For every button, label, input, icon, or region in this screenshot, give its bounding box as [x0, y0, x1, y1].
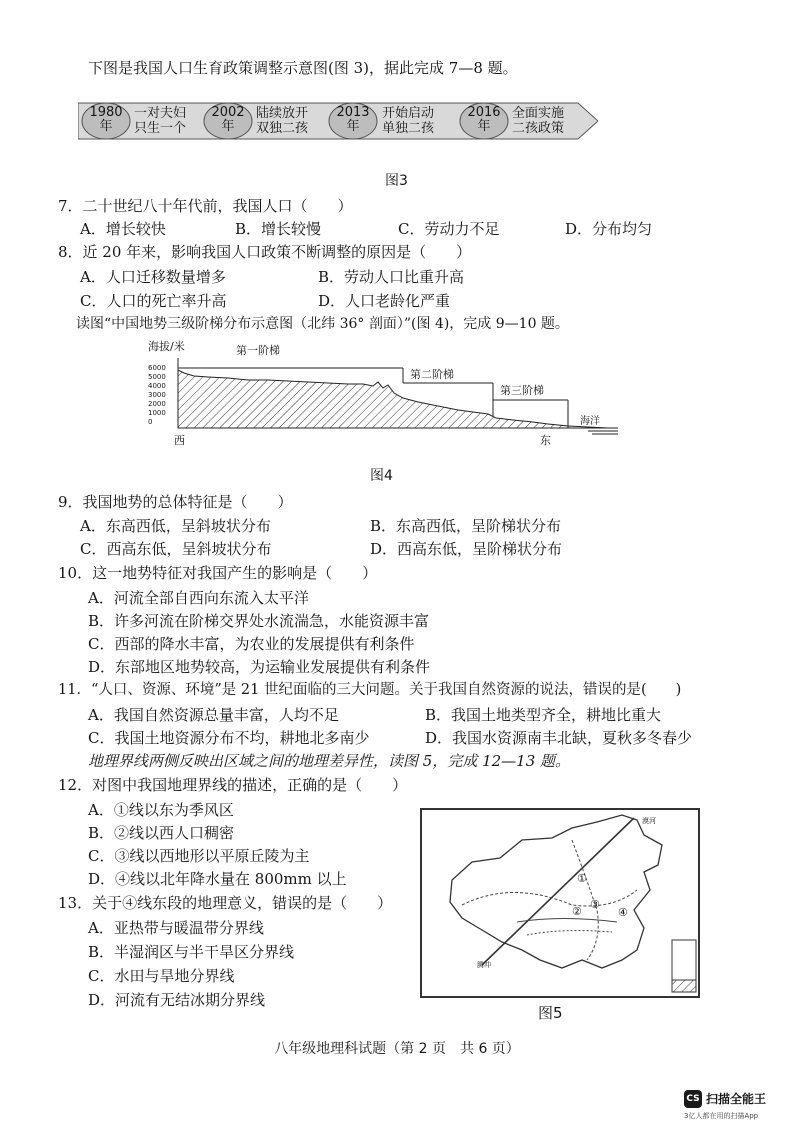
camscanner-logo-icon: CS: [684, 1090, 702, 1108]
fig4-caption: 图4: [370, 468, 393, 484]
q13-option-a[interactable]: A．亚热带与暖温带分界线: [88, 919, 264, 937]
profile-step1-label: 第一阶梯: [236, 344, 280, 357]
q13-option-b[interactable]: B．半湿润区与半干旱区分界线: [88, 943, 295, 961]
q9-option-d[interactable]: D．西高东低，呈阶梯状分布: [370, 540, 563, 558]
q8-option-d[interactable]: D．人口老龄化严重: [318, 292, 451, 310]
q7-option-a[interactable]: A．增长较快: [80, 220, 166, 238]
camscanner-tagline: 3亿人都在用的扫描App: [684, 1112, 759, 1120]
fig5-caption: 图5: [538, 1004, 563, 1022]
timeline-year-2013: 2013 年: [336, 105, 370, 134]
q10-option-b[interactable]: B．许多河流在阶梯交界处水流湍急，水能资源丰富: [88, 612, 430, 630]
china-map-svg: [422, 810, 698, 996]
q10-option-c[interactable]: C．西部的降水丰富，为农业的发展提供有利条件: [88, 635, 415, 653]
terrain-profile-svg: [148, 338, 628, 450]
q12-option-d[interactable]: D．④线以北年降水量在 800mm 以上: [88, 870, 347, 888]
q13-option-c[interactable]: C．水田与旱地分界线: [88, 967, 235, 985]
page-footer: 八年级地理科试题（第 2 页 共 6 页）: [274, 1041, 520, 1057]
q11-option-a[interactable]: A．我国自然资源总量丰富，人均不足: [88, 706, 339, 724]
q10-option-d[interactable]: D．东部地区地势较高，为运输业发展提供有利条件: [88, 658, 431, 676]
q11-option-c[interactable]: C．我国土地资源分布不均，耕地北多南少: [88, 729, 370, 747]
q8-option-a[interactable]: A．人口迁移数量增多: [80, 268, 226, 286]
map-label-4: ④: [618, 906, 628, 919]
map-label-3: ③: [590, 898, 600, 911]
q8-stem: 8．近 20 年来，影响我国人口政策不断调整的原因是（ ）: [58, 243, 472, 261]
terrain-profile: [148, 338, 628, 450]
timeline-text-1980: 一对夫妇 只生一个: [134, 106, 187, 136]
profile-ocean-label: 海洋: [580, 416, 600, 427]
fig5-intro: 地理界线两侧反映出区域之间的地理差异性，读图 5，完成 12—13 题。: [88, 752, 571, 770]
fig4-intro: 读图“中国地势三级阶梯分布示意图（北纬 36° 剖面）”(图 4)，完成 9—10 题。: [76, 316, 569, 332]
q12-option-c[interactable]: C．③线以西地形以平原丘陵为主: [88, 847, 310, 865]
q9-stem: 9．我国地势的总体特征是（ ）: [58, 493, 293, 511]
profile-step3-label: 第三阶梯: [500, 384, 544, 397]
q11-stem: 11．“人口、资源、环境”是 21 世纪面临的三大问题。关于我国自然资源的说法，错误的是( ): [58, 682, 682, 698]
q9-option-a[interactable]: A．东高西低，呈斜坡状分布: [80, 517, 271, 535]
q13-option-d[interactable]: D．河流有无结冰期分界线: [88, 991, 266, 1009]
fig3-intro: 下图是我国人口生育政策调整示意图(图 3)，据此完成 7—8 题。: [88, 59, 518, 77]
q12-stem: 12．对图中我国地理界线的描述，正确的是（ ）: [58, 776, 408, 794]
q12-option-b[interactable]: B．②线以西人口稠密: [88, 824, 235, 842]
timeline-text-2002: 陆续放开 双独二孩: [256, 106, 309, 136]
q8-option-c[interactable]: C．人口的死亡率升高: [80, 292, 227, 310]
policy-timeline: [78, 97, 598, 145]
q12-option-a[interactable]: A．①线以东为季风区: [88, 801, 234, 819]
timeline-year-1980: 1980 年: [89, 105, 123, 134]
q8-option-b[interactable]: B．劳动人口比重升高: [318, 268, 465, 286]
q10-stem: 10．这一地势特征对我国产生的影响是（ ）: [58, 564, 378, 582]
camscanner-name: 扫描全能王: [706, 1092, 767, 1106]
map-label-bottom: 腾冲: [477, 961, 491, 969]
profile-west-label: 西: [174, 434, 185, 447]
china-boundary-map: [420, 808, 700, 998]
q7-option-b[interactable]: B．增长较慢: [235, 220, 322, 238]
profile-east-label: 东: [540, 434, 551, 447]
q7-stem: 7．二十世纪八十年代前，我国人口（ ）: [58, 197, 353, 215]
q7-option-c[interactable]: C．劳动力不足: [398, 220, 500, 238]
map-label-2: ②: [572, 905, 582, 918]
map-label-1: ①: [577, 872, 587, 885]
q9-option-c[interactable]: C．西高东低，呈斜坡状分布: [80, 540, 272, 558]
fig3-caption: 图3: [385, 173, 408, 189]
timeline-text-2016: 全面实施 二孩政策: [512, 106, 565, 136]
profile-step2-label: 第二阶梯: [410, 368, 454, 381]
q10-option-a[interactable]: A．河流全部自西向东流入太平洋: [88, 589, 309, 607]
timeline-text-2013: 开始启动 单独二孩: [382, 106, 435, 136]
q9-option-b[interactable]: B．东高西低，呈阶梯状分布: [370, 517, 562, 535]
profile-ylabel: 海拔/米: [148, 340, 185, 353]
profile-ticks: 6000 5000 4000 3000 2000 1000 0: [148, 364, 166, 426]
timeline-year-2016: 2016 年: [467, 105, 501, 134]
q11-option-b[interactable]: B．我国土地类型齐全，耕地比重大: [425, 706, 662, 724]
q13-stem: 13．关于④线东段的地理意义，错误的是（ ）: [58, 894, 393, 912]
map-label-top: 漠河: [642, 817, 656, 825]
q11-option-d[interactable]: D．我国水资源南丰北缺，夏秋多冬春少: [425, 729, 693, 747]
q7-option-d[interactable]: D．分布均匀: [565, 220, 653, 238]
timeline-year-2002: 2002 年: [211, 105, 245, 134]
